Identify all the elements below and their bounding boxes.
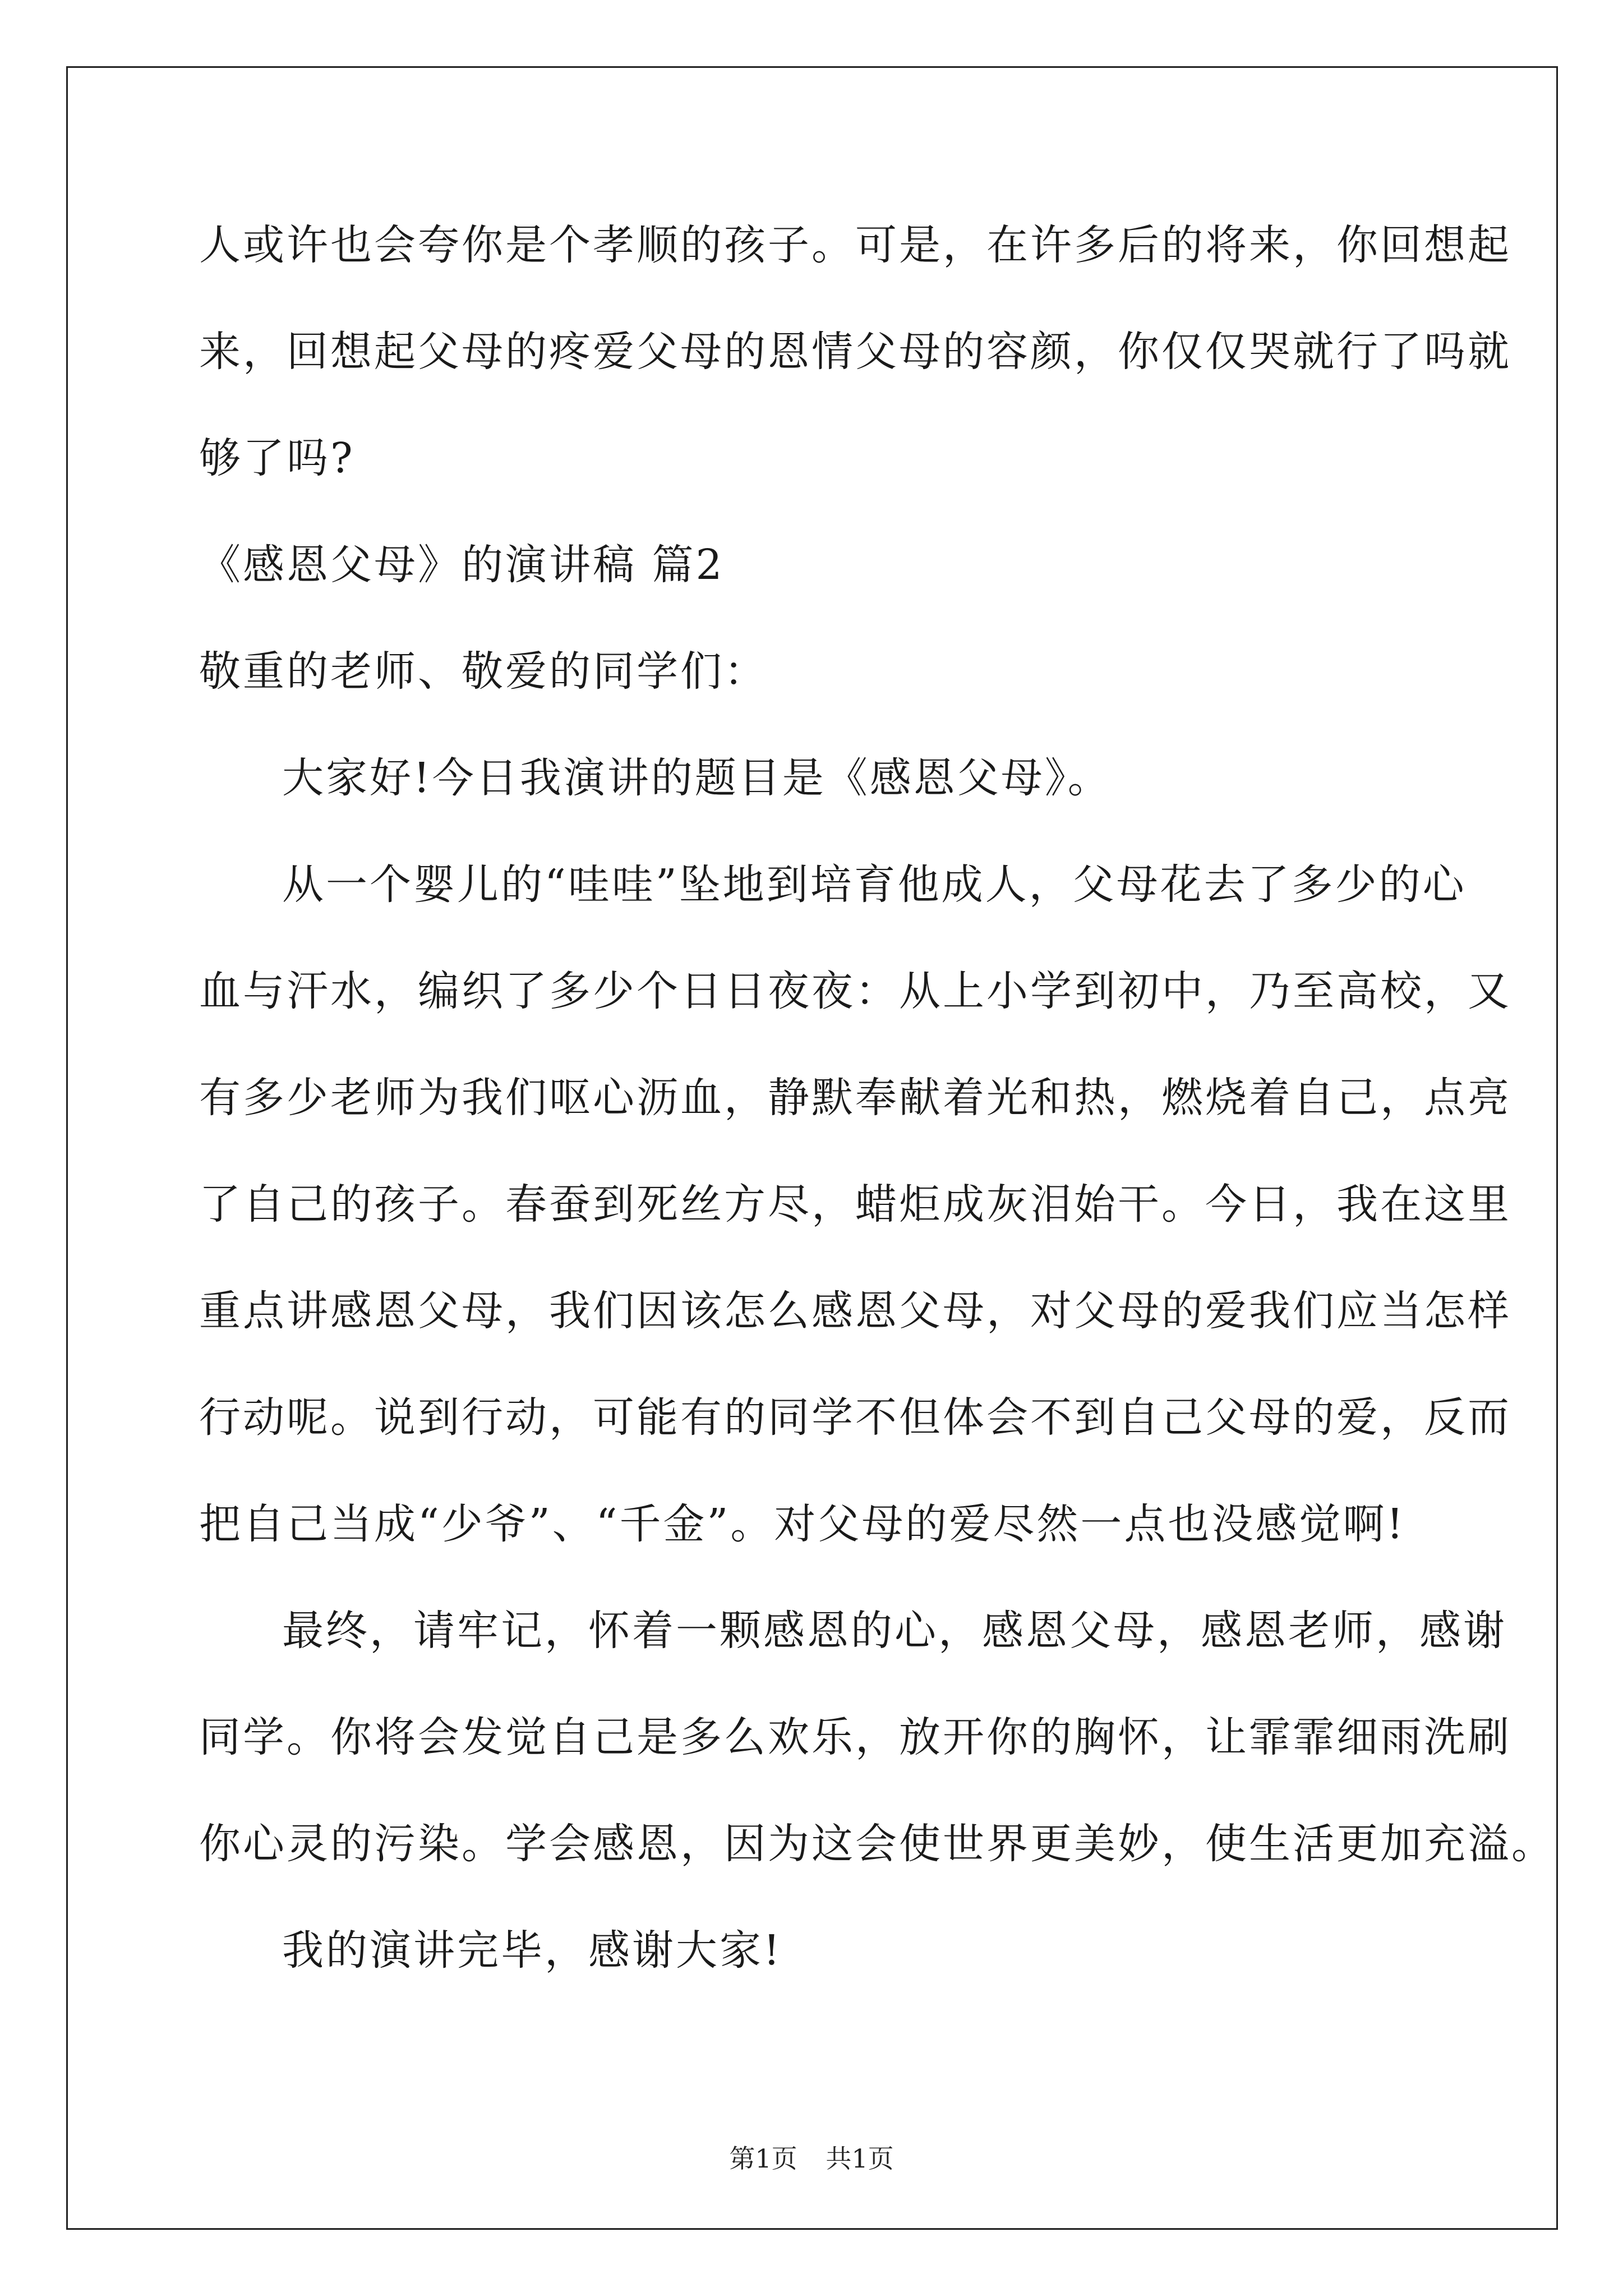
- page-footer: [0, 2142, 1623, 2175]
- text-line: 够了吗?: [199, 434, 355, 482]
- page-number-current: 第1页: [729, 2143, 797, 2174]
- text-line: 人或许也会夸你是个孝顺的孩子。可是，在许多后的将来，你回想起: [199, 221, 1511, 269]
- text-line: 我的演讲完毕，感谢大家!: [282, 1926, 782, 1975]
- salutation: 敬重的老师、敬爱的同学们：: [199, 647, 768, 696]
- text-line: 有多少老师为我们呕心沥血，静默奉献着光和热，燃烧着自己，点亮: [199, 1074, 1511, 1122]
- text-line: 最终，请牢记，怀着一颗感恩的心，感恩父母，感恩老师，感谢: [282, 1607, 1507, 1655]
- text-line: 了自己的孩子。春蚕到死丝方尽，蜡炬成灰泪始干。今日，我在这里: [199, 1180, 1511, 1228]
- text-line: 行动呢。说到行动，可能有的同学不但体会不到自己父母的爱，反而: [199, 1393, 1511, 1442]
- page-number-total: 共1页: [826, 2143, 894, 2174]
- text-line: 从一个婴儿的“哇哇”坠地到培育他成人，父母花去了多少的心: [282, 861, 1467, 909]
- text-line: 血与汗水，编织了多少个日日夜夜：从上小学到初中，乃至高校，又: [199, 967, 1511, 1015]
- section-heading: 《感恩父母》的演讲稿 篇2: [199, 541, 725, 589]
- text-line: 来，回想起父母的疼爱父母的恩情父母的容颜，你仅仅哭就行了吗就: [199, 328, 1511, 376]
- text-line: 把自己当成“少爷”、“千金”。对父母的爱尽然一点也没感觉啊!: [199, 1500, 1406, 1548]
- text-line: 同学。你将会发觉自己是多么欢乐，放开你的胸怀，让霏霏细雨洗刷: [199, 1713, 1511, 1761]
- text-line: 重点讲感恩父母，我们因该怎么感恩父母，对父母的爱我们应当怎样: [199, 1287, 1511, 1335]
- text-line: 大家好!今日我演讲的题目是《感恩父母》。: [282, 754, 1112, 802]
- document-body: [199, 219, 1555, 2031]
- text-line: 你心灵的污染。学会感恩，因为这会使世界更美妙，使生活更加充溢。: [199, 1820, 1555, 1868]
